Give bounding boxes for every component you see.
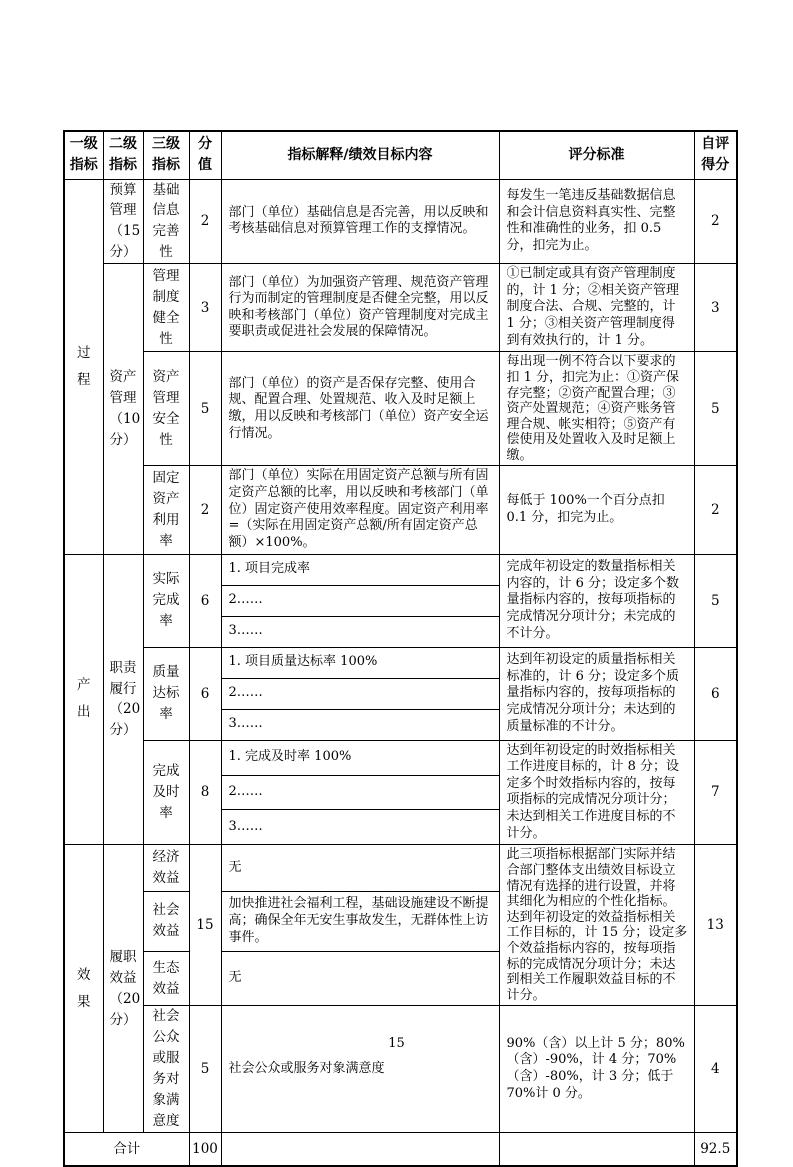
cell-self-score: 6	[694, 647, 737, 740]
cell-level3-quality-rate: 质量达标率	[143, 647, 189, 740]
cell-level3-completion-rate: 实际完成率	[143, 554, 189, 647]
cell-desc-item: 1. 项目质量达标率 100%	[221, 647, 499, 678]
cell-criteria: 此三项指标根据部门实际并结合部门整体支出绩效目标设立情况有选择的进行设置，并将其细化为相应的个性化指标。达到年初设定的效益指标相关工作目标的，计 15 分；设定多个效益指标内容的，按每项指标的完成情况分项计分；未达到相关工作履职效益目标的不计分。	[499, 845, 694, 1006]
cell-score: 3	[189, 264, 221, 352]
cell-criteria: 完成年初设定的数量指标相关内容的，计 6 分；设定多个数量指标内容的，按每项指标的完成情况分项计分；未完成的不计分。	[499, 554, 694, 647]
cell-total-desc-empty	[221, 1132, 499, 1166]
header-level1-indicator: 一级指标	[64, 131, 103, 179]
cell-desc: 部门（单位）为加强资产管理、规范资产管理行为而制定的管理制度是否健全完整，用以反映和考核部门（单位）资产管理制度对完成主要职责或促进社会发展的保障情况。	[221, 264, 499, 352]
header-indicator-explanation: 指标解释/绩效目标内容	[221, 131, 499, 179]
header-scoring-criteria: 评分标准	[499, 131, 694, 179]
cell-level3-mgmt-system: 管理制度健全性	[143, 264, 189, 352]
cell-desc-item: 1. 完成及时率 100%	[221, 740, 499, 775]
cell-desc-item: 3……	[221, 616, 499, 647]
cell-level3-basic-info: 基础信息完善性	[143, 179, 189, 264]
cell-level3-fixed-asset: 固定资产利用率	[143, 466, 189, 554]
level1-effect-label: 效果	[77, 966, 91, 1010]
cell-total-criteria-empty	[499, 1132, 694, 1166]
cell-level1-process	[64, 179, 103, 554]
cell-level1-effect	[64, 845, 103, 1132]
cell-desc: 社会公众或服务对象满意度	[221, 1006, 499, 1133]
cell-level2-asset-mgmt: 资产管理（10分）	[103, 264, 143, 554]
cell-total-score: 100	[189, 1132, 221, 1166]
cell-self-score: 13	[694, 845, 737, 1006]
cell-desc-item: 2……	[221, 775, 499, 810]
cell-level3-social-benefit: 社会效益	[143, 892, 189, 952]
cell-level1-output	[64, 554, 103, 845]
cell-level2-duty-performance: 职责履行（20分）	[103, 554, 143, 845]
level1-output-label: 产出	[77, 677, 91, 721]
row-satisfaction	[64, 1006, 737, 1133]
cell-self-score: 4	[694, 1006, 737, 1133]
cell-desc: 部门（单位）的资产是否保存完整、使用合规、配置合理、处置规范、收入及时足额上缴，用以反映和考核部门（单位）资产安全运行情况。	[221, 352, 499, 466]
cell-criteria: 每出现一例不符合以下要求的扣 1 分，扣完为止：①资产保存完整；②资产配置合理；③资产处置规范；④资产账务管理合规、帐实相符；⑤资产有偿使用及处置收入及时足额上缴。	[499, 352, 694, 466]
row-mgmt-system	[64, 264, 737, 352]
row-economic-benefit	[64, 845, 737, 892]
header-score-value: 分值	[189, 131, 221, 179]
cell-self-score: 3	[694, 264, 737, 352]
cell-self-score: 2	[694, 466, 737, 554]
cell-desc-item: 2……	[221, 678, 499, 709]
row-total	[64, 1132, 737, 1166]
cell-criteria: 90%（含）以上计 5 分；80%（含）-90%，计 4 分；70%（含）-80%，计 3 分；低于 70%计 0 分。	[499, 1006, 694, 1133]
cell-level3-eco-benefit: 生态效益	[143, 951, 189, 1005]
cell-level2-benefit: 履职效益（20分）	[103, 845, 143, 1132]
cell-score: 6	[189, 647, 221, 740]
cell-criteria: 达到年初设定的质量指标相关标准的，计 6 分；设定多个质量指标内容的，按每项指标的完成情况分项计分；未达到的质量标准的不计分。	[499, 647, 694, 740]
row-fixed-asset	[64, 466, 737, 554]
row-asset-safety	[64, 352, 737, 466]
cell-desc-item: 3……	[221, 709, 499, 740]
table-header-row	[64, 131, 737, 179]
header-self-score: 自评得分	[694, 131, 737, 179]
cell-self-score: 7	[694, 740, 737, 845]
cell-score: 5	[189, 1006, 221, 1133]
header-level2-indicator: 二级指标	[103, 131, 143, 179]
row-basic-info	[64, 179, 737, 264]
cell-criteria: 每低于 100%一个百分点扣 0.1 分，扣完为止。	[499, 466, 694, 554]
cell-desc: 部门（单位）实际在用固定资产总额与所有固定资产总额的比率，用以反映和考核部门（单位）固定资产使用效率程度。固定资产利用率=（实际在用固定资产总额/所有固定资产总额）×100%。	[221, 466, 499, 554]
cell-score: 5	[189, 352, 221, 466]
cell-criteria: ①已制定或具有资产管理制度的，计 1 分；②相关资产管理制度合法、合规、完整的，计 1 分；③相关资产管理制度得到有效执行的，计 1 分。	[499, 264, 694, 352]
page-number: 15	[388, 1036, 405, 1051]
cell-desc-item: 2……	[221, 585, 499, 616]
header-level3-indicator: 三级指标	[143, 131, 189, 179]
cell-desc-item: 3……	[221, 810, 499, 845]
cell-desc-item: 1. 项目完成率	[221, 554, 499, 585]
cell-level3-asset-safety: 资产管理安全性	[143, 352, 189, 466]
cell-desc: 无	[221, 951, 499, 1005]
cell-criteria: 达到年初设定的时效指标相关工作进度目标的，计 8 分；设定多个时效指标内容的，按每项指标的完成情况分项计分；未达到相关工作进度目标的不计分。	[499, 740, 694, 845]
cell-level3-satisfaction: 社会公众或服务对象满意度	[143, 1006, 189, 1133]
cell-self-score: 2	[694, 179, 737, 264]
cell-level3-economic-benefit: 经济效益	[143, 845, 189, 892]
cell-desc: 部门（单位）基础信息是否完善，用以反映和考核基础信息对预算管理工作的支撑情况。	[221, 179, 499, 264]
cell-total-label: 合计	[64, 1132, 189, 1166]
cell-self-score: 5	[694, 554, 737, 647]
cell-score: 6	[189, 554, 221, 647]
performance-indicator-table	[63, 130, 738, 1167]
cell-total-self-score: 92.5	[694, 1132, 737, 1166]
cell-score: 2	[189, 466, 221, 554]
row-timeliness-rate	[64, 740, 737, 775]
cell-score: 15	[189, 845, 221, 1006]
row-quality-rate	[64, 647, 737, 678]
cell-score: 2	[189, 179, 221, 264]
level1-process-label: 过程	[77, 344, 91, 388]
cell-score: 8	[189, 740, 221, 845]
cell-desc: 无	[221, 845, 499, 892]
cell-desc: 加快推进社会福利工程，基础设施建设不断提高；确保全年无安生事故发生，无群体性上访事件。	[221, 892, 499, 952]
cell-criteria: 每发生一笔违反基础数据信息和会计信息资料真实性、完整性和准确性的业务，扣 0.5 分，扣完为止。	[499, 179, 694, 264]
row-completion-rate	[64, 554, 737, 585]
cell-self-score: 5	[694, 352, 737, 466]
cell-level2-budget-mgmt: 预算管理（15分）	[103, 179, 143, 264]
cell-level3-timeliness-rate: 完成及时率	[143, 740, 189, 845]
